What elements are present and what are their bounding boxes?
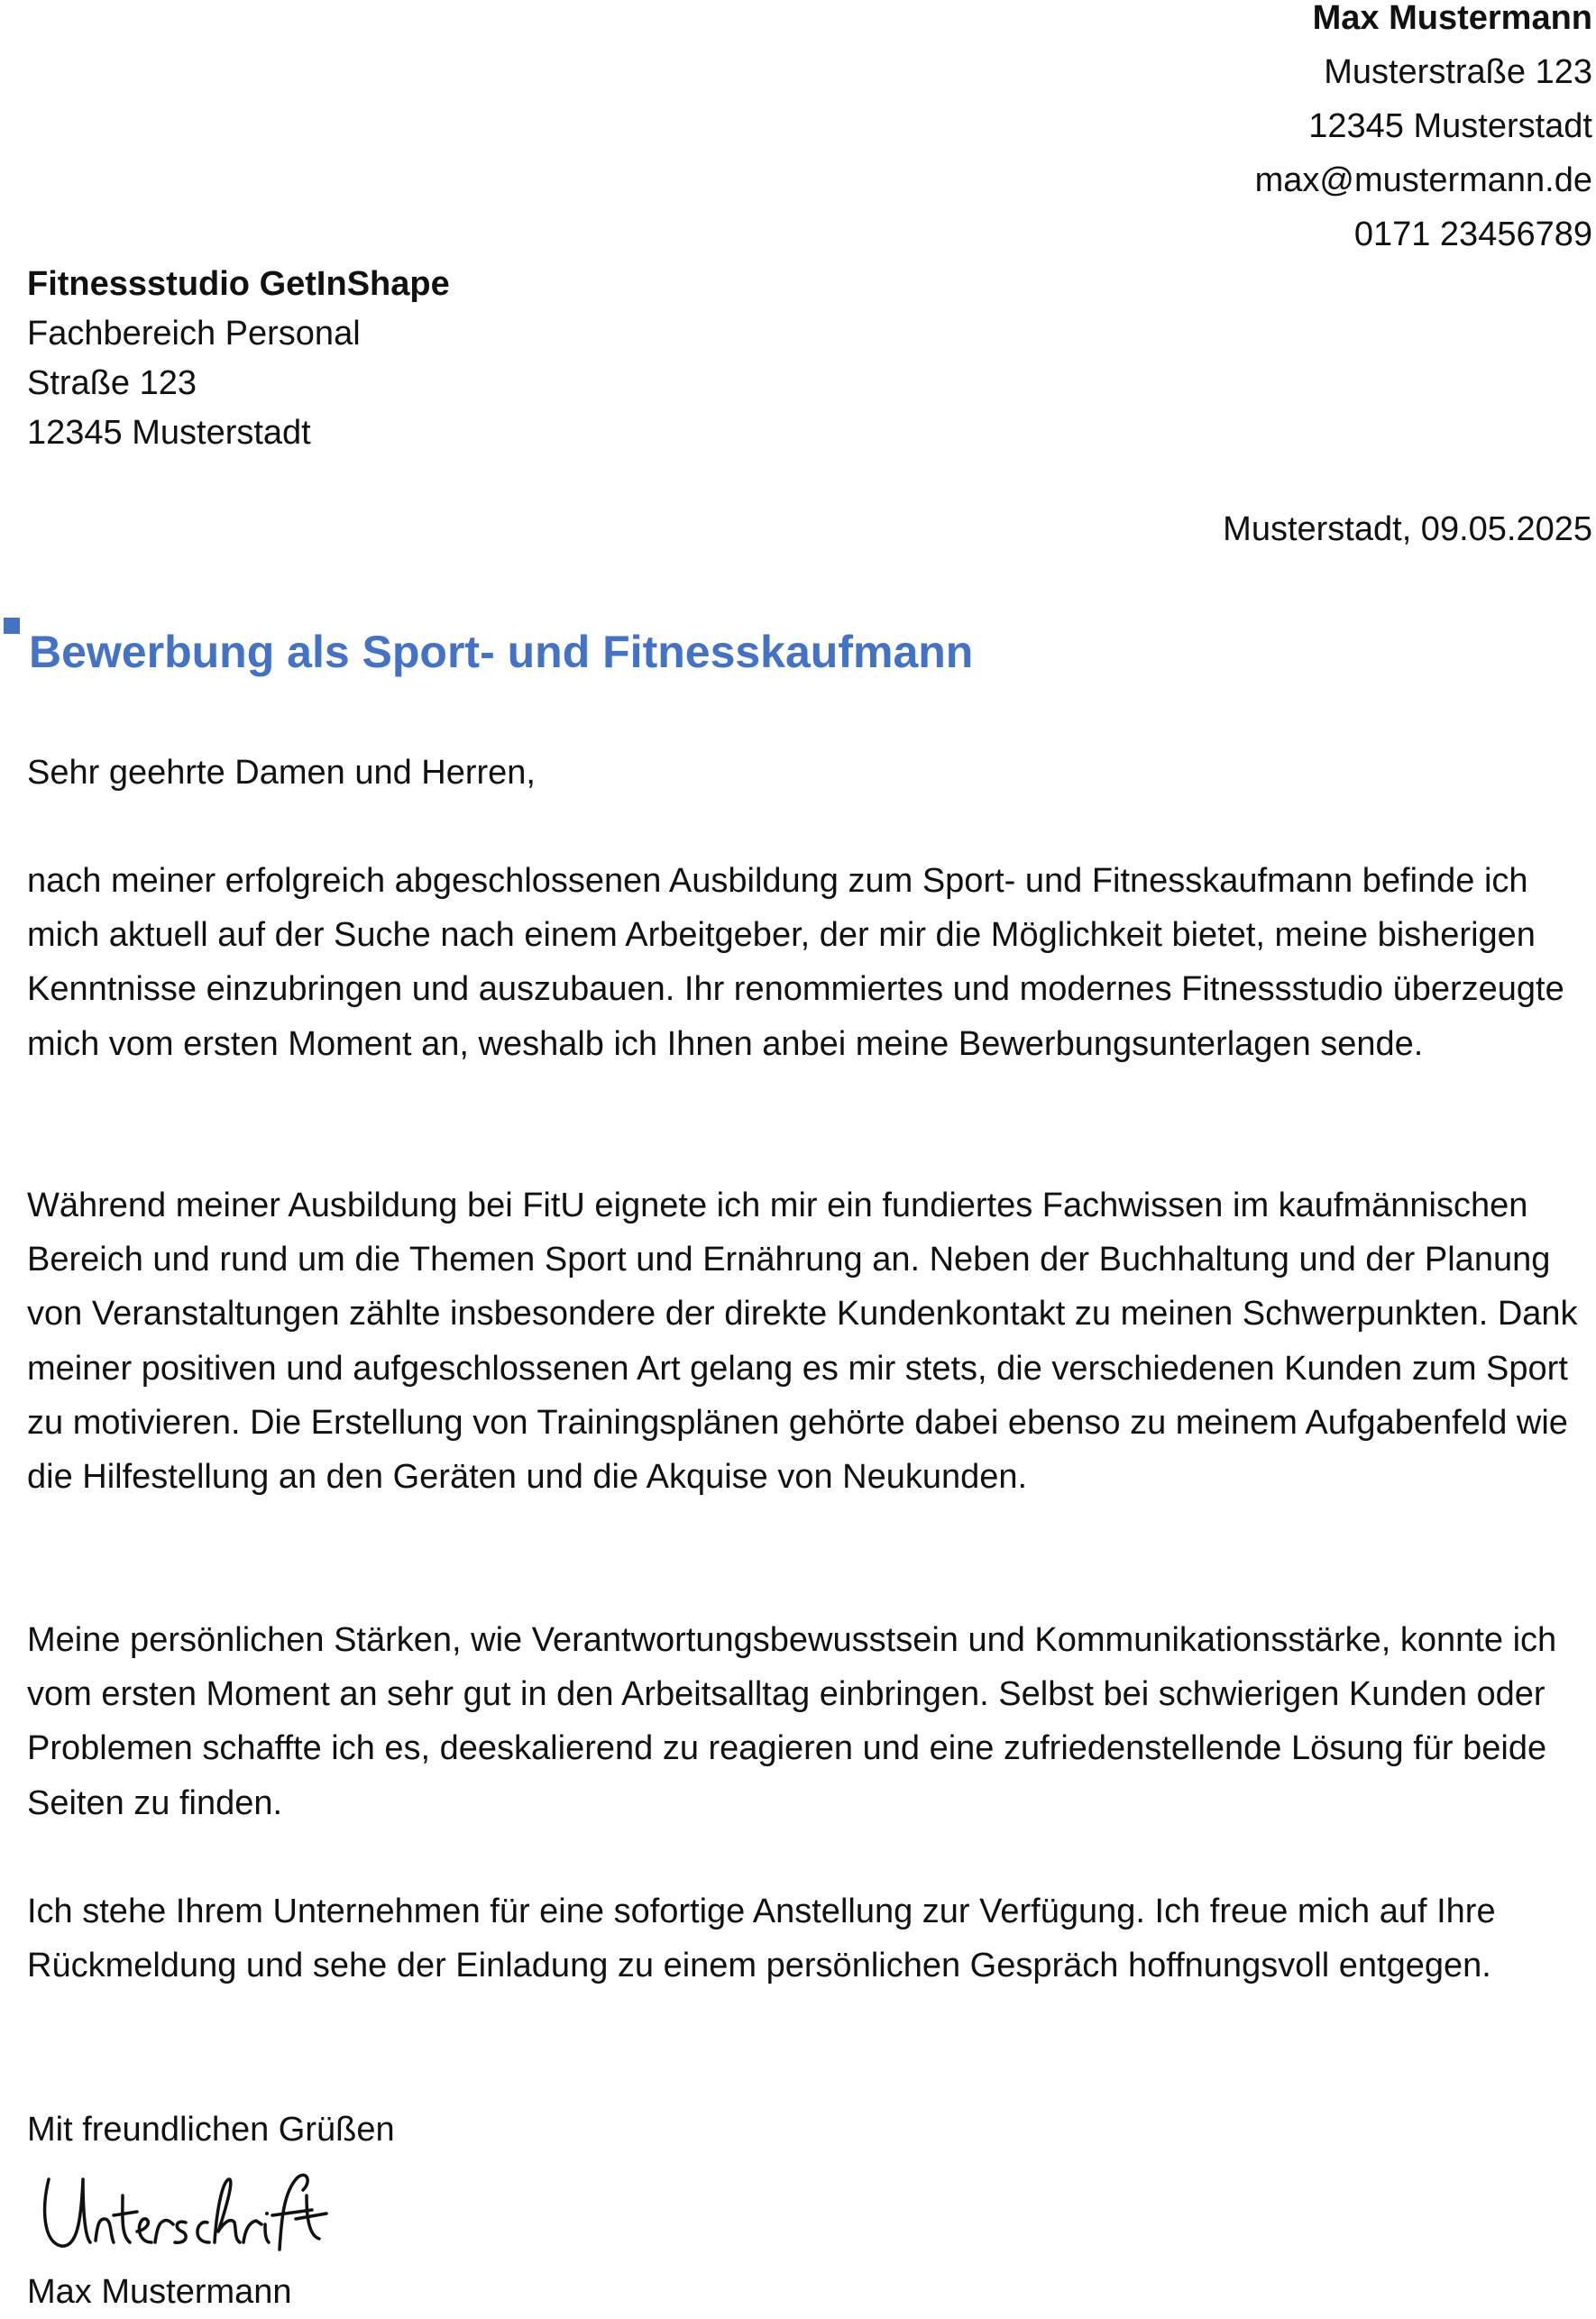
- recipient-address-block: [27, 260, 450, 458]
- handwritten-signature: [36, 2159, 334, 2263]
- recipient-company: Fitnessstudio GetInShape: [27, 265, 450, 303]
- body-paragraph-2: Während meiner Ausbildung bei FitU eignete ich mir ein fundiertes Fachwissen im kaufmännischen Bereich und rund um die Themen Sport und Ernährung an. Neben der Buchhaltung und der Planung von Veranstaltungen zählte insbesondere der direkte Kundenkontakt zu meinen Schwerpunkten. Dank meiner positiven und aufgeschlossenen Art gelang es mir stets, die verschiedenen Kunden zum Sport zu motivieren. Die Erstellung von Trainingsplänen gehörte dabei ebenso zu meinem Aufgabenfeld wie die Hilfestellung an den Geräten und die Akquise von Neukunden.: [27, 1187, 1578, 1497]
- body-paragraph-3: Meine persönlichen Stärken, wie Verantwortungsbewusstsein und Kommunikationsstärke, konnte ich vom ersten Moment an sehr gut in den Arbeitsalltag einbringen. Selbst bei schwierigen Kunden oder Problemen schaffte ich es, deeskalierend zu reagieren und eine zufriedenstellende Lösung für beide Seiten zu finden.: [27, 1621, 1557, 1822]
- signer-name: Max Mustermann: [27, 2273, 292, 2311]
- recipient-city: 12345 Musterstadt: [27, 414, 311, 452]
- letter-subject: Bewerbung als Sport- und Fitnesskaufmann: [29, 627, 974, 677]
- recipient-department: Fachbereich Personal: [27, 315, 361, 353]
- sender-email: max@mustermann.de: [1254, 161, 1592, 199]
- sender-street: Musterstraße 123: [1324, 53, 1592, 91]
- salutation: Sehr geehrte Damen und Herren,: [27, 754, 536, 792]
- body-paragraph-4: Ich stehe Ihrem Unternehmen für eine sofortige Anstellung zur Verfügung. Ich freue mich auf Ihre Rückmeldung und sehe der Einladung zu einem persönlichen Gespräch hoffnungsvoll entgegen.: [27, 1893, 1496, 1985]
- recipient-street: Straße 123: [27, 364, 197, 402]
- sender-address-block: [1255, 0, 1592, 261]
- letter-date: Musterstadt, 09.05.2025: [1223, 510, 1592, 548]
- subject-marker-square: [4, 618, 20, 634]
- sender-name: Max Mustermann: [1312, 0, 1592, 37]
- body-paragraph-1: nach meiner erfolgreich abgeschlossenen Ausbildung zum Sport- und Fitnesskaufmann befinde ich mich aktuell auf der Suche nach einem Arbeitgeber, der mir die Möglichkeit bietet, meine bisherigen Kenntnisse einzubringen und auszubauen. Ihr renommiertes und modernes Fitnessstudio überzeugte mich vom ersten Moment an, weshalb ich Ihnen anbei meine Bewerbungsunterlagen sende.: [27, 862, 1564, 1063]
- sender-phone: 0171 23456789: [1353, 215, 1592, 253]
- closing-phrase: Mit freundlichen Grüßen: [27, 2111, 395, 2149]
- sender-city: 12345 Musterstadt: [1308, 107, 1592, 145]
